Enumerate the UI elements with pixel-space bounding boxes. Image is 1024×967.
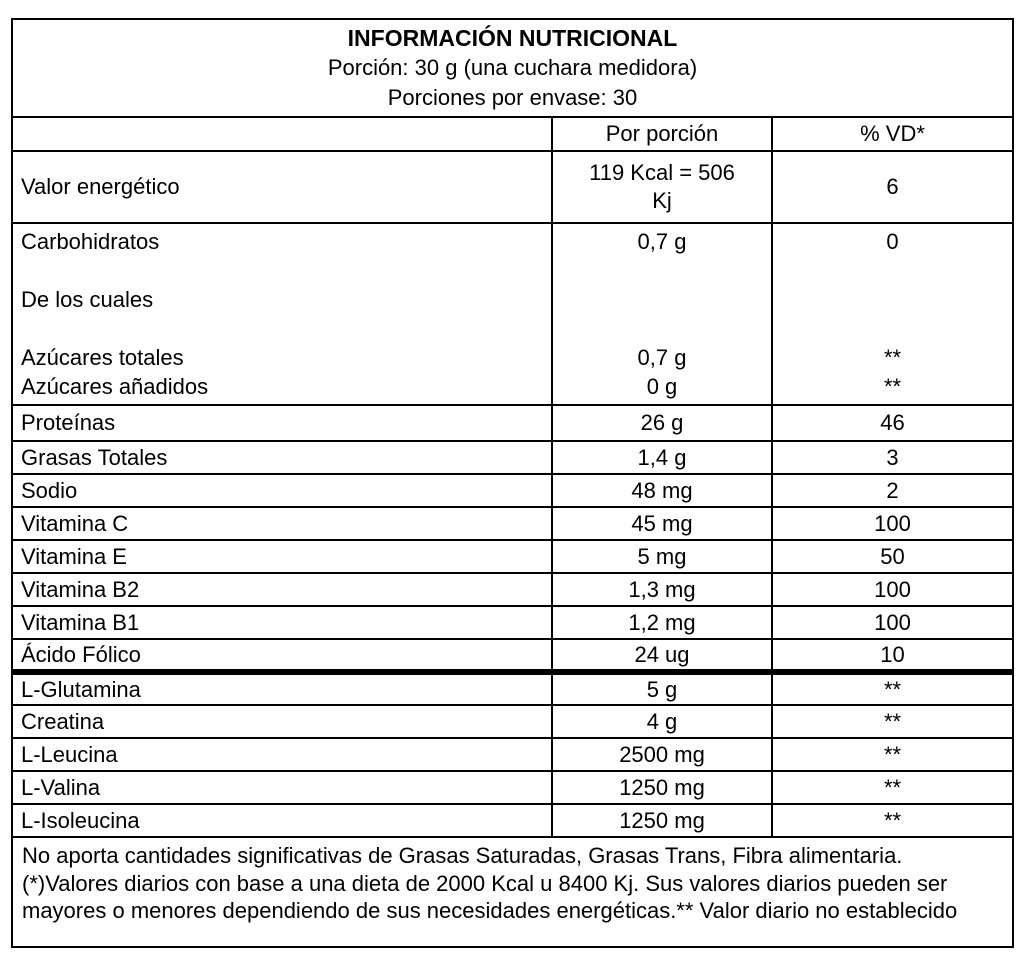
servings-per-container: Porciones por envase: 30 [387, 85, 638, 110]
footnote-row [12, 837, 1013, 947]
table-row-vitamina-e [12, 540, 1013, 573]
table-title: INFORMACIÓN NUTRICIONAL [347, 25, 678, 51]
cell-amount: 1250 mg [552, 804, 772, 837]
title-cell [12, 19, 1013, 117]
cell-name: Vitamina E [12, 540, 552, 573]
cell-name: L-Leucina [12, 738, 552, 771]
cell-name: L-Isoleucina [12, 804, 552, 837]
cell-dv: ** [772, 672, 1013, 705]
cell-name: L-Glutamina [12, 672, 552, 705]
carb-amounts [552, 223, 772, 405]
cell-amount: 2500 mg [552, 738, 772, 771]
cell-amount: 5 mg [552, 540, 772, 573]
table-row-l-glutamina [12, 672, 1013, 705]
cell-dv: ** [772, 771, 1013, 804]
cell-name: Azúcares totales [21, 345, 184, 370]
table-row-acido-folico [12, 639, 1013, 672]
serving-size: Porción: 30 g (una cuchara medidora) [327, 55, 698, 80]
cell-dv: 2 [772, 474, 1013, 507]
cell-name: Proteínas [12, 405, 552, 441]
cell-name: Vitamina B2 [12, 573, 552, 606]
cell-dv: ** [772, 804, 1013, 837]
cell-dv: ** [772, 705, 1013, 738]
table-row-grasas-totales [12, 441, 1013, 474]
cell-amount: 1,4 g [552, 441, 772, 474]
table-row-vitamina-b2 [12, 573, 1013, 606]
table-row-sodio [12, 474, 1013, 507]
col-header-per-serving: Por porción [552, 117, 772, 151]
cell-dv: ** [883, 374, 902, 399]
cell-dv: ** [772, 738, 1013, 771]
cell-name: L-Valina [12, 771, 552, 804]
row-carbohidratos-block [12, 223, 1013, 405]
table-row-l-valina [12, 771, 1013, 804]
energy-amount-line1: 119 Kcal = 506 [589, 160, 735, 185]
cell-dv: 100 [772, 606, 1013, 639]
cell-amount: 1,2 mg [552, 606, 772, 639]
table-row-proteinas [12, 405, 1013, 441]
cell-dv: 3 [772, 441, 1013, 474]
cell-name: Vitamina C [12, 507, 552, 540]
table-row-creatina [12, 705, 1013, 738]
cell-amount: 0 g [646, 374, 678, 399]
cell-name: Ácido Fólico [12, 639, 552, 672]
cell-dv: 50 [772, 540, 1013, 573]
cell-name: Azúcares añadidos [21, 374, 209, 399]
cell-dv: 100 [772, 507, 1013, 540]
table-row-vitamina-b1 [12, 606, 1013, 639]
title-block [12, 19, 1013, 117]
cell-name: Grasas Totales [12, 441, 552, 474]
table-row-l-leucina [12, 738, 1013, 771]
cell-amount: 5 g [552, 672, 772, 705]
carb-names [12, 223, 552, 405]
nutrition-facts-table [11, 18, 1014, 948]
row-valor-energetico [12, 151, 1013, 223]
cell-name: Sodio [12, 474, 552, 507]
cell-amount: 0,7 g [637, 229, 687, 254]
cell-dv: 0 [886, 229, 899, 254]
table-row-l-isoleucina [12, 804, 1013, 837]
cell-amount: 1250 mg [552, 771, 772, 804]
cell-name: Valor energético [12, 151, 552, 223]
cell-amount: 1,3 mg [552, 573, 772, 606]
carb-dvs [772, 223, 1013, 405]
cell-amount: 24 ug [552, 639, 772, 672]
cell-amount: 45 mg [552, 507, 772, 540]
cell-name: Carbohidratos [21, 229, 160, 254]
cell-amount: 0,7 g [637, 345, 687, 370]
cell-amount [552, 151, 772, 223]
cell-amount: 48 mg [552, 474, 772, 507]
footnote-text: No aporta cantidades significativas de Grasas Saturadas, Grasas Trans, Fibra alimentaria. (*)Valores diarios con base a una dieta de 2000 Kcal u 8400 Kj. Sus valores diarios pueden ser mayores o menores dependiendo de sus necesidades energéticas.** Valor diario no establecido [12, 837, 1013, 947]
cell-dv: 6 [772, 151, 1013, 223]
col-header-nutrient [12, 117, 552, 151]
cell-name: De los cuales [21, 287, 154, 312]
col-header-daily-value: % VD* [772, 117, 1013, 151]
table-row-vitamina-c [12, 507, 1013, 540]
cell-name: Vitamina B1 [12, 606, 552, 639]
energy-amount-line2: Kj [652, 188, 672, 213]
cell-dv: 100 [772, 573, 1013, 606]
cell-amount: 26 g [552, 405, 772, 441]
cell-dv: ** [883, 345, 902, 370]
cell-dv: 46 [772, 405, 1013, 441]
column-header-row [12, 117, 1013, 151]
cell-dv: 10 [772, 639, 1013, 672]
cell-amount: 4 g [552, 705, 772, 738]
cell-name: Creatina [12, 705, 552, 738]
